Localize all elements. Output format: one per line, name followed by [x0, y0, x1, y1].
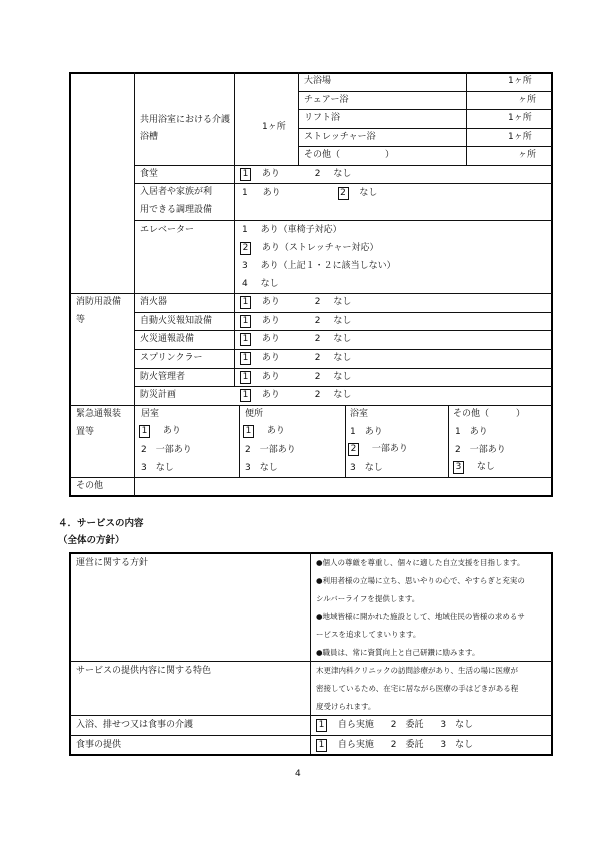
- row-line: [134, 368, 552, 369]
- bath-row-line: [298, 146, 552, 147]
- table-top-border: [69, 72, 552, 74]
- bath-type-name: ストレッチャー浴: [304, 132, 376, 142]
- selected-box: 1: [243, 425, 254, 438]
- bath-type-count: 1ヶ所: [508, 132, 532, 142]
- table-right-border: [551, 72, 553, 497]
- lower-table-bottom: [69, 754, 553, 756]
- policy-line: シルバーライフを提供します。: [316, 594, 420, 603]
- selected-box: 2: [348, 443, 359, 456]
- elevator-label: エレベーター: [140, 225, 195, 235]
- selected-box: 1: [240, 371, 251, 384]
- policy-line: ●利用者様の立場に立ち、思いやりの心で、やすらぎと充実の: [316, 576, 525, 585]
- bath-type-name: その他（ ）: [304, 150, 395, 160]
- table-left-border: [69, 72, 71, 497]
- emergency-label: 置等: [76, 427, 95, 437]
- bath-type-name: リフト浴: [304, 113, 341, 123]
- selected-box: 1: [240, 315, 251, 328]
- bath-type-count: 1ヶ所: [508, 113, 532, 123]
- fire-item-label: 自動火災報知設備: [140, 316, 213, 326]
- lower-divider: [310, 552, 311, 754]
- row-line: [134, 330, 552, 331]
- bath-type-name: チェアー浴: [304, 95, 349, 105]
- emergency-option: 2 一部あり: [348, 443, 408, 456]
- fire-group-label: 消防用設備: [76, 297, 122, 307]
- selected-box: 1: [240, 352, 251, 365]
- section-heading: ４．サービスの内容: [58, 518, 144, 529]
- divider-emergency: [448, 405, 449, 477]
- row-line: [134, 349, 552, 350]
- elevator-option: 4 なし: [242, 279, 279, 289]
- selected-box: 1: [240, 333, 251, 346]
- lower-row-line: [70, 735, 552, 736]
- cooking-options: 1 あり 2 なし: [242, 188, 378, 198]
- fire-item-options: 1 あり 2 なし: [240, 296, 351, 309]
- emergency-option: 3 なし: [141, 463, 174, 473]
- lower-table-left: [69, 552, 71, 755]
- fire-item-options: 1 あり 2 なし: [240, 333, 351, 346]
- fire-item-label: 火災通報設備: [140, 334, 195, 344]
- bath-count: 1ヶ所: [262, 122, 286, 132]
- selected-box: 2: [240, 242, 251, 255]
- selected-box: 1: [240, 296, 251, 309]
- divider-col2-bath: [234, 72, 235, 165]
- bath-type-name: 大浴場: [304, 76, 332, 86]
- fire-item-label: 防火管理者: [140, 372, 186, 382]
- policy-line: ービスを追求してまいります。: [316, 630, 421, 639]
- emergency-option: 2 一部あり: [455, 445, 506, 455]
- selected-box: 1: [139, 425, 150, 438]
- fire-item-options: 1 あり 2 なし: [240, 352, 351, 365]
- fire-item-options: 1 あり 2 なし: [240, 371, 351, 384]
- emergency-label: 緊急通報装: [76, 409, 122, 419]
- bath-row-line: [298, 91, 552, 92]
- bath-type-count: ヶ所: [518, 95, 537, 105]
- bath-row-line: [298, 109, 552, 110]
- emergency-option: 2 一部あり: [245, 445, 296, 455]
- bathing-label: 入浴、排せつ又は食事の介護: [76, 720, 194, 730]
- emergency-option: 3 なし: [350, 463, 383, 473]
- emergency-col-title: 居室: [141, 409, 160, 419]
- other-label: その他: [76, 481, 104, 491]
- emergency-col-title: 便所: [245, 409, 264, 419]
- lower-table-right: [551, 552, 553, 755]
- fire-item-label: 防災計画: [140, 390, 177, 400]
- row-line: [134, 386, 552, 387]
- policy-line: ●地域皆様に開かれた施設として、地域住民の皆様の求めるサ: [316, 612, 525, 621]
- feature-line: 木更津内科クリニックの訪問診療があり、生活の場に医療が: [316, 666, 519, 675]
- lower-row-line: [70, 715, 552, 716]
- divider-col4-bath: [466, 72, 467, 165]
- row-line: [70, 293, 552, 294]
- elevator-option: 1 あり（車椅子対応）: [242, 225, 342, 235]
- feature-label: サービスの提供内容に関する特色: [76, 666, 212, 676]
- dining-options: 1 あり 2 なし: [240, 168, 351, 181]
- emergency-option: 1 あり: [139, 425, 181, 438]
- emergency-col-title: 浴室: [350, 409, 369, 419]
- emergency-col-title: その他（ ）: [453, 409, 526, 419]
- selected-box: 1: [240, 168, 251, 181]
- bath-label: 共用浴室における介護浴槽: [140, 115, 231, 142]
- row-line: [70, 477, 552, 478]
- policy-label: 運営に関する方針: [76, 558, 149, 568]
- meals-label: 食事の提供: [76, 740, 122, 750]
- divider-col1: [134, 72, 135, 496]
- policy-line: ●個人の尊厳を尊重し、個々に適した自立支援を目指します。: [316, 558, 525, 567]
- elevator-option: 2 あり（ストレッチャー対応）: [240, 242, 379, 255]
- divider-emergency: [239, 405, 240, 477]
- meals-options: 1 自ら実施 2 委託 3 なし: [316, 739, 473, 752]
- row-line: [70, 405, 552, 406]
- cooking-label: 入居者や家族が利: [140, 187, 213, 197]
- lower-row-line: [70, 661, 552, 662]
- divider-col3-bath: [298, 72, 299, 165]
- divider-emergency: [345, 405, 346, 477]
- policy-line: ●職員は、常に資質向上と自己研鑽に励みます。: [316, 648, 480, 657]
- emergency-option: 1 あり: [350, 427, 383, 437]
- page-number: 4: [295, 769, 301, 779]
- emergency-option: 1 あり: [455, 427, 488, 437]
- row-line: [134, 312, 552, 313]
- emergency-option: 1 あり: [243, 425, 285, 438]
- emergency-option: 2 一部あり: [141, 445, 192, 455]
- fire-group-label: 等: [76, 315, 86, 325]
- row-line: [134, 183, 552, 184]
- selected-box: 1: [316, 739, 327, 752]
- bath-type-count: ヶ所: [518, 150, 537, 160]
- lower-table-top: [69, 552, 553, 554]
- selected-box: 3: [453, 461, 464, 474]
- bathing-options: 1 自ら実施 2 委託 3 なし: [316, 719, 473, 732]
- emergency-option: 3 なし: [453, 461, 495, 474]
- table-bottom-border: [69, 495, 553, 497]
- bath-row-line: [298, 128, 552, 129]
- emergency-option: 3 なし: [245, 463, 278, 473]
- section-subheading: （全体の方針）: [58, 535, 125, 546]
- row-line: [134, 220, 552, 221]
- fire-item-label: スプリンクラー: [140, 353, 203, 363]
- fire-item-label: 消火器: [140, 297, 168, 307]
- feature-line: 密接しているため、在宅に居ながら医療の手はどきがある程: [316, 684, 519, 693]
- feature-line: 度受けられます。: [316, 702, 376, 711]
- selected-box: 1: [240, 389, 251, 402]
- selected-box: 1: [316, 719, 327, 732]
- fire-item-options: 1 あり 2 なし: [240, 389, 351, 402]
- divider-col2: [234, 165, 235, 387]
- bath-type-count: 1ヶ所: [508, 76, 532, 86]
- selected-box: 2: [338, 187, 349, 200]
- elevator-option: 3 あり（上記１・２に該当しない）: [242, 261, 396, 271]
- dining-label: 食堂: [140, 169, 159, 179]
- fire-item-options: 1 あり 2 なし: [240, 315, 351, 328]
- cooking-label: 用できる調理設備: [140, 205, 213, 215]
- row-line: [134, 165, 552, 166]
